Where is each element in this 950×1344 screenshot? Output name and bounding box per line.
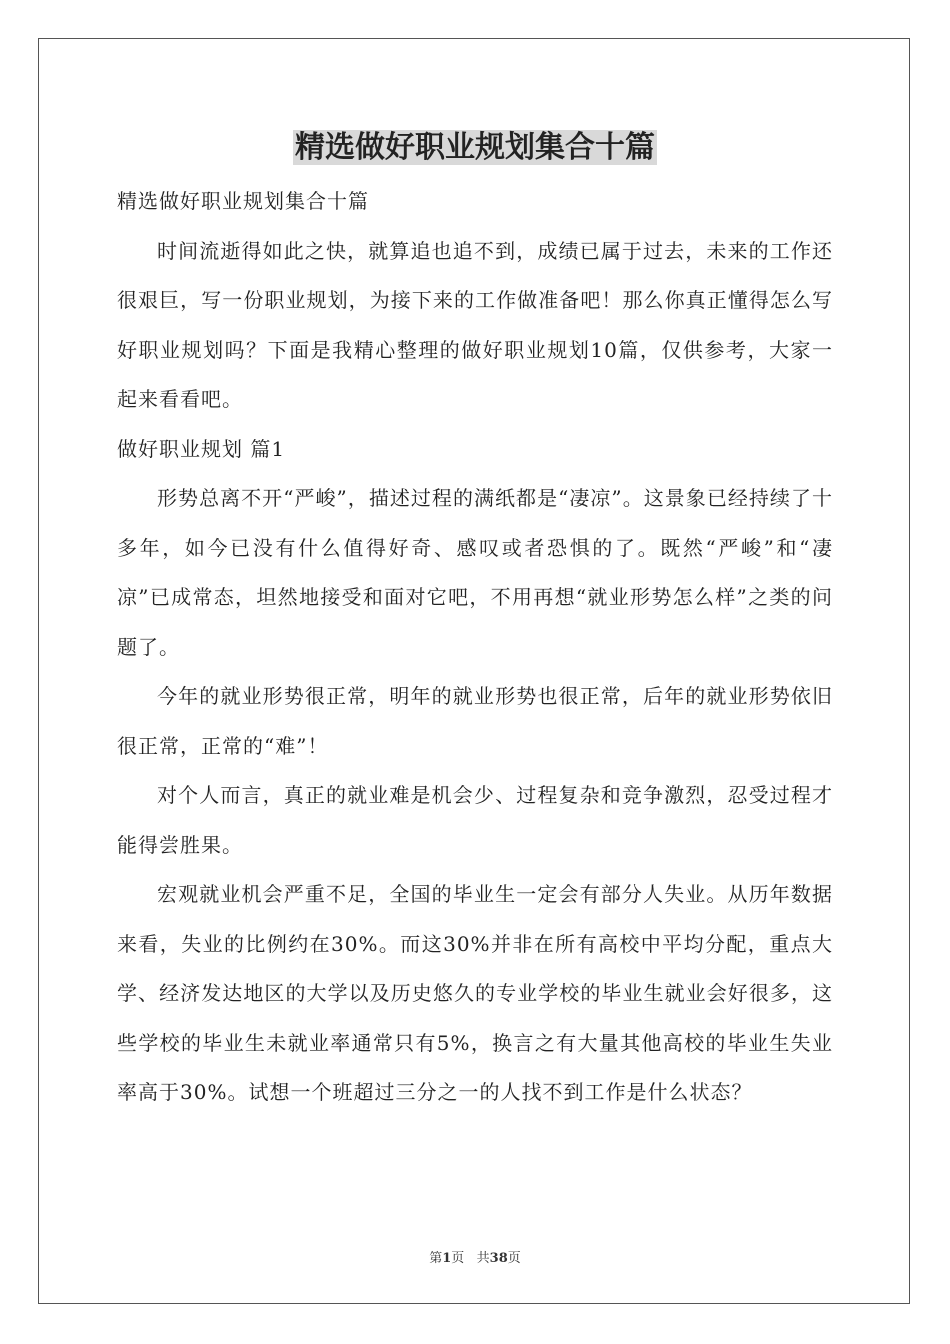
body-paragraph: 时间流逝得如此之快，就算追也追不到，成绩已属于过去，未来的工作还很艰巨，写一份职业规划，为接下来的工作做准备吧！那么你真正懂得怎么写好职业规划吗？下面是我精心整理的做好职业规划10篇，仅供参考，大家一起来看看吧。 bbox=[117, 238, 833, 411]
footer-mid: 页 共 bbox=[451, 1251, 490, 1266]
document-title bbox=[0, 126, 950, 170]
document-body bbox=[117, 177, 833, 1118]
total-page-count: 38 bbox=[489, 1251, 508, 1266]
footer-prefix: 第 bbox=[429, 1251, 443, 1266]
body-paragraph: 对个人而言，真正的就业难是机会少、过程复杂和竞争激烈，忍受过程才能得尝胜果。 bbox=[117, 783, 833, 857]
document-title-text: 精选做好职业规划集合十篇 bbox=[295, 130, 655, 165]
body-paragraph: 形势总离不开“严峻”，描述过程的满纸都是“凄凉”。这景象已经持续了十多年，如今已没有什么值得好奇、感叹或者恐惧的了。既然“严峻”和“凄凉”已成常态，坦然地接受和面对它吧，不用再想“就业形势怎么样”之类的问题了。 bbox=[117, 486, 833, 659]
current-page-number: 1 bbox=[442, 1251, 452, 1266]
footer-suffix: 页 bbox=[507, 1251, 521, 1266]
section-heading: 做好职业规划 篇1 bbox=[117, 436, 286, 461]
body-paragraph: 精选做好职业规划集合十篇 bbox=[117, 189, 369, 213]
body-paragraph: 今年的就业形势很正常，明年的就业形势也很正常，后年的就业形势依旧很正常，正常的“难”！ bbox=[117, 684, 833, 758]
page-footer bbox=[0, 1247, 950, 1266]
body-paragraph: 宏观就业机会严重不足，全国的毕业生一定会有部分人失业。从历年数据来看，失业的比例约在30%。而这30%并非在所有高校中平均分配，重点大学、经济发达地区的大学以及历史悠久的专业学校的毕业生就业会好很多，这些学校的毕业生未就业率通常只有5%，换言之有大量其他高校的毕业生失业率高于30%。试想一个班超过三分之一的人找不到工作是什么状态？ bbox=[117, 882, 833, 1104]
